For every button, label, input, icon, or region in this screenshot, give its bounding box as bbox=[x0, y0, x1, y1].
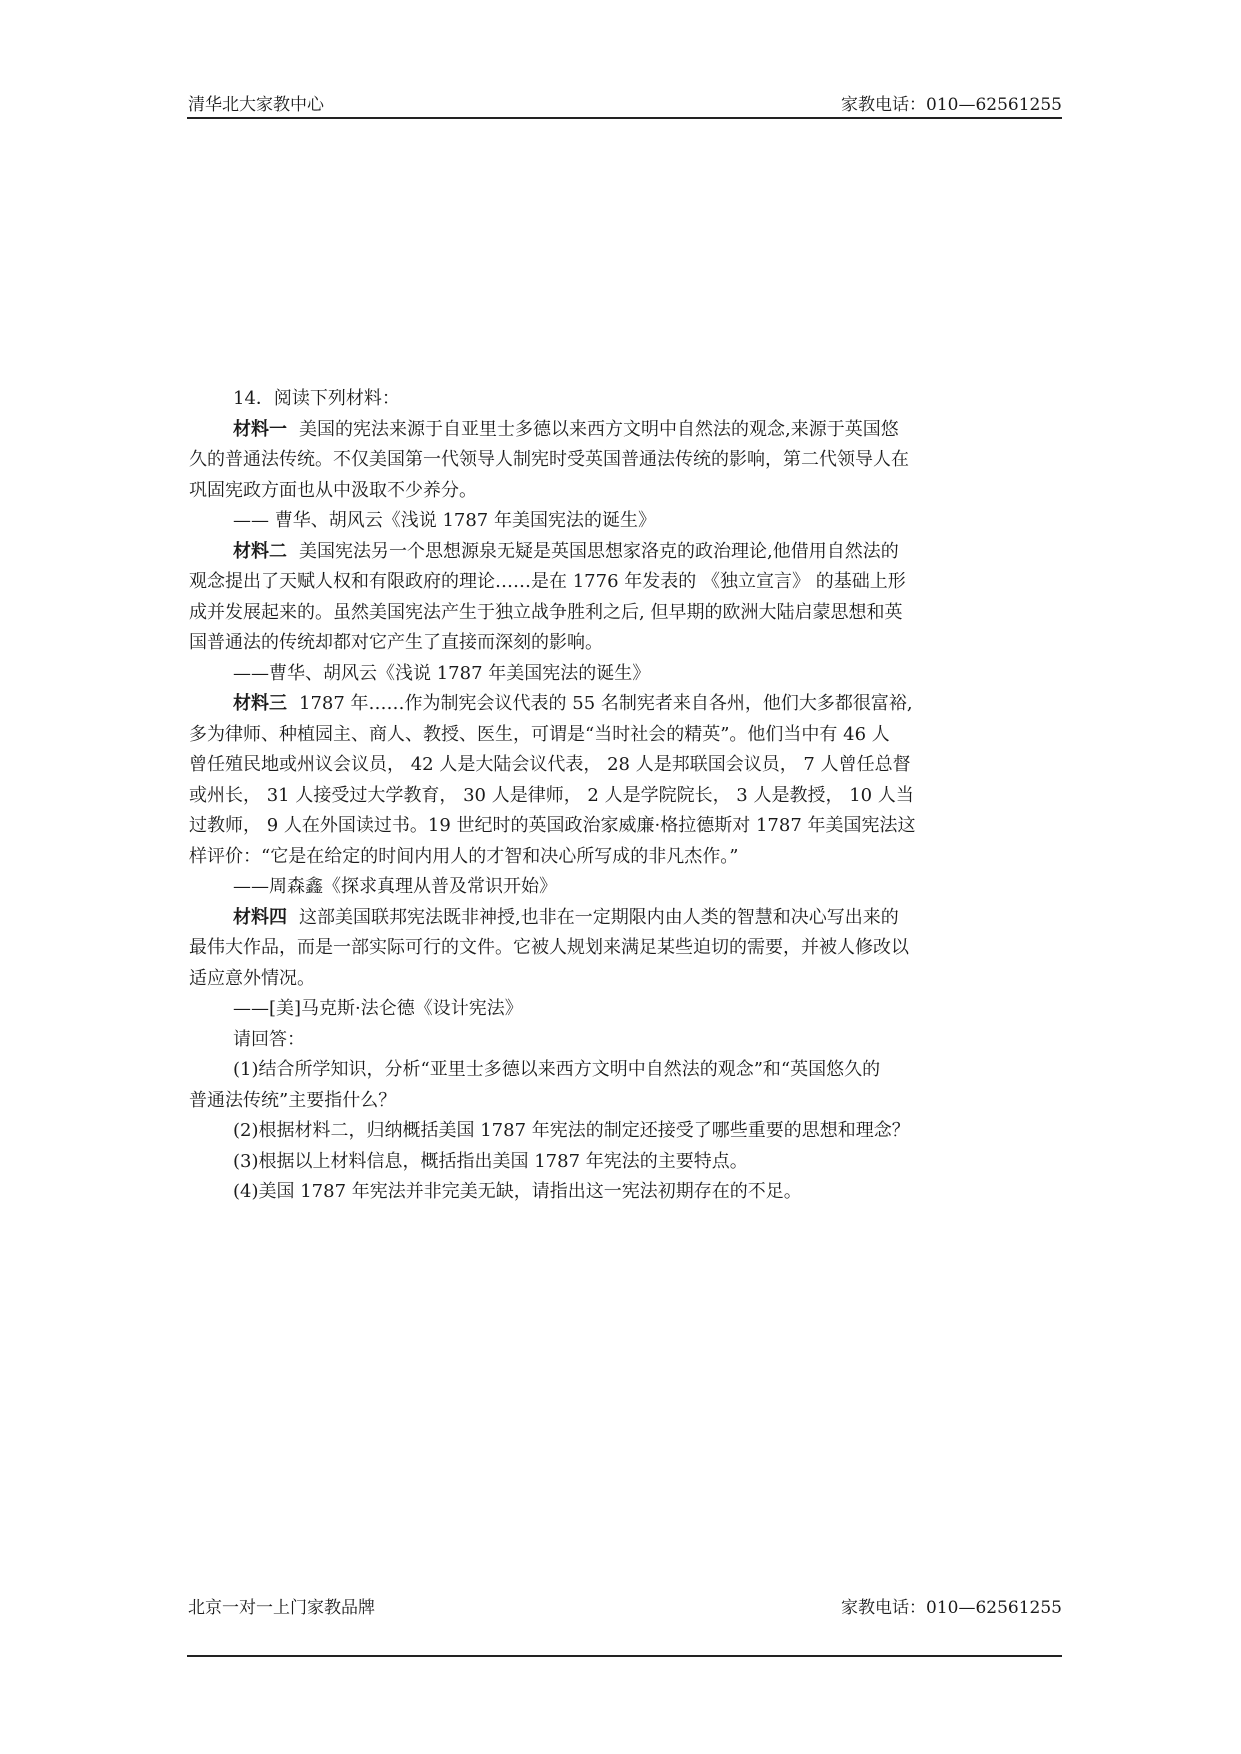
answer-prompt: 请回答： bbox=[233, 1028, 305, 1050]
material-2-line-1: 材料二 美国宪法另一个思想源泉无疑是英国思想家洛克的政治理论,他借用自然法的 bbox=[233, 540, 899, 562]
material-2-line-3: 成并发展起来的。虽然美国宪法产生于独立战争胜利之后, 但早期的欧洲大陆启蒙思想和英 bbox=[189, 601, 903, 623]
material-3-line-1: 材料三 1787 年……作为制宪会议代表的 55 名制宪者来自各州，他们大多都很富裕, bbox=[233, 693, 913, 714]
sub-question-1-line-2: 普通法传统”主要指什么？ bbox=[189, 1089, 397, 1111]
material-4-line-1: 材料四 这部美国联邦宪法既非神授,也非在一定期限内由人类的智慧和决心写出来的 bbox=[233, 906, 899, 928]
material-3-source: ——周森鑫《探求真理从普及常识开始》 bbox=[233, 876, 557, 897]
footer-left-text: 北京一对一上门家教品牌 bbox=[188, 1598, 375, 1618]
material-3-line-3: 曾任殖民地或州议会议员， 42 人是大陆会议代表， 28 人是邦联国会议员， 7 人曾任总督 bbox=[189, 754, 911, 775]
material-2-source: ——曹华、胡风云《浅说 1787 年美国宪法的诞生》 bbox=[233, 662, 651, 684]
material-4-line-2: 最伟大作品，而是一部实际可行的文件。它被人规划来满足某些迫切的需要，并被人修改以 bbox=[189, 937, 909, 958]
material-3-line-6: 样评价：“它是在给定的时间内用人的才智和决心所写成的非凡杰作。” bbox=[189, 845, 739, 867]
material-3-label: 材料三 bbox=[233, 693, 287, 714]
material-1-line-2: 久的普通法传统。不仅美国第一代领导人制宪时受英国普通法传统的影响，第二代领导人在 bbox=[189, 449, 909, 470]
material-2-line-2: 观念提出了天赋人权和有限政府的理论……是在 1776 年发表的 《独立宣言》 的基础上形 bbox=[189, 571, 906, 592]
footer-right-text: 家教电话：010—62561255 bbox=[841, 1598, 1062, 1618]
sub-question-1-line-1: (1)结合所学知识，分析“亚里士多德以来西方文明中自然法的观念”和“英国悠久的 bbox=[233, 1059, 881, 1080]
material-3-line-2: 多为律师、种植园主、商人、教授、医生，可谓是“当时社会的精英”。他们当中有 46 人 bbox=[189, 723, 890, 745]
material-1-label: 材料一 bbox=[233, 418, 287, 440]
question-body bbox=[189, 384, 1061, 1208]
material-4-line-3: 适应意外情况。 bbox=[189, 967, 315, 989]
material-2-line-4: 国普通法的传统却都对它产生了直接而深刻的影响。 bbox=[189, 632, 603, 653]
material-2-label: 材料二 bbox=[233, 540, 287, 562]
sub-question-2: (2)根据材料二，归纳概括美国 1787 年宪法的制定还接受了哪些重要的思想和理念？ bbox=[233, 1120, 910, 1141]
material-1-source: —— 曹华、胡风云《浅说 1787 年美国宪法的诞生》 bbox=[233, 510, 656, 531]
footer-divider bbox=[187, 1655, 1062, 1657]
sub-question-4: (4)美国 1787 年宪法并非完美无缺，请指出这一宪法初期存在的不足。 bbox=[233, 1181, 802, 1202]
header-right-text: 家教电话：010—62561255 bbox=[841, 95, 1062, 115]
question-intro: 14．阅读下列材料： bbox=[233, 388, 400, 409]
material-4-label: 材料四 bbox=[233, 906, 287, 928]
header-divider bbox=[187, 117, 1062, 119]
material-4-source: ——[美]马克斯·法仑德《设计宪法》 bbox=[233, 998, 523, 1019]
sub-question-3: (3)根据以上材料信息，概括指出美国 1787 年宪法的主要特点。 bbox=[233, 1150, 748, 1172]
material-3-line-5: 过教师， 9 人在外国读过书。19 世纪时的英国政治家威廉·格拉德斯对 1787 年美国宪法这 bbox=[189, 815, 916, 836]
header-left-text: 清华北大家教中心 bbox=[188, 95, 324, 115]
material-1-line-1: 材料一 美国的宪法来源于自亚里士多德以来西方文明中自然法的观念,来源于英国悠 bbox=[233, 418, 899, 440]
material-3-line-4: 或州长， 31 人接受过大学教育， 30 人是律师， 2 人是学院院长， 3 人是教授， 10 人当 bbox=[189, 784, 914, 806]
material-1-line-3: 巩固宪政方面也从中汲取不少养分。 bbox=[189, 479, 477, 501]
